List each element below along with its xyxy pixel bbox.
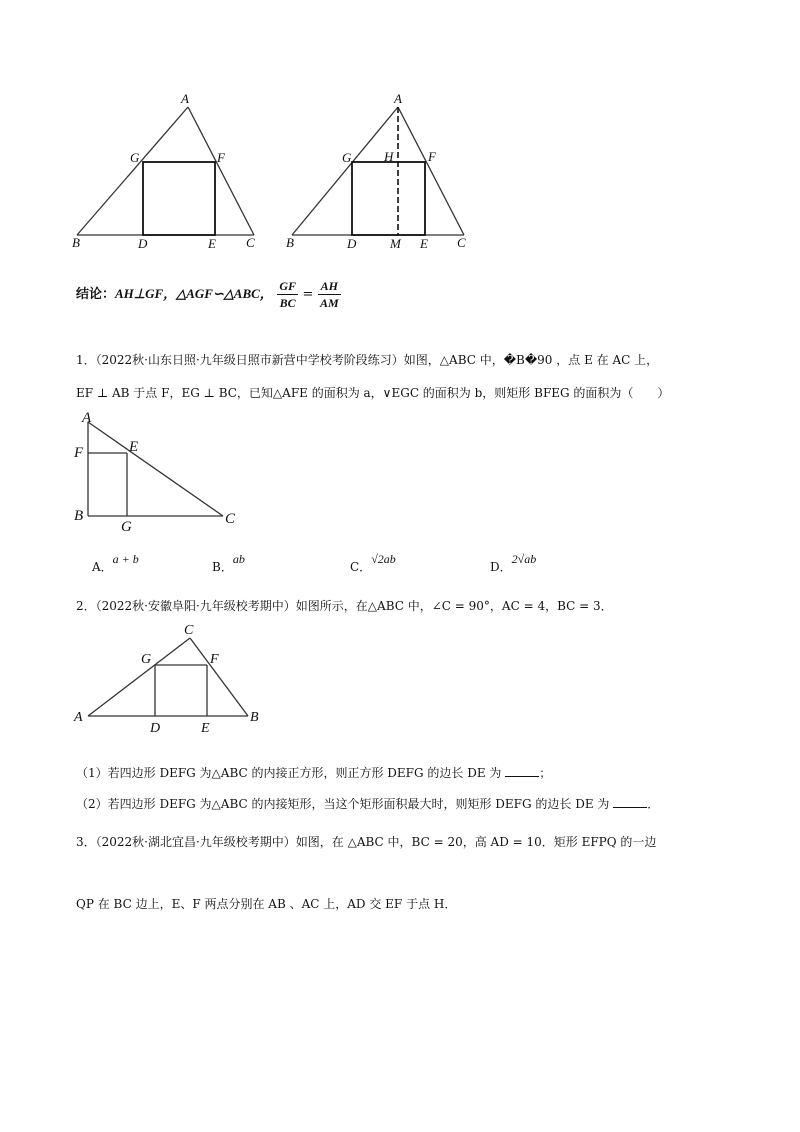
fraction-denominator: AM <box>319 296 339 310</box>
label-A: A <box>82 410 92 426</box>
answer-blank-1[interactable] <box>505 764 539 777</box>
question-1-line-1: 1．（2022秋·山东日照·九年级日照市新营中学校考阶段练习）如图，△ABC 中，�B�90 ，点 E 在 AC 上， <box>76 353 659 367</box>
label-E: E <box>208 236 216 250</box>
label-A: A <box>394 91 402 106</box>
label-F: F <box>217 150 225 165</box>
question-2-sub-2 <box>76 795 659 812</box>
option-value: √2ab <box>371 552 396 566</box>
question-2-figure <box>70 620 270 735</box>
option-value: a + b <box>112 552 139 566</box>
fraction-denominator: BC <box>279 296 296 310</box>
conclusion-statement: AH⊥GF，△AGF∽△ABC， <box>115 286 273 301</box>
label-C: C <box>225 511 236 527</box>
fraction-numerator: AH <box>318 278 341 295</box>
question-1-figure <box>70 408 250 533</box>
option-d[interactable] <box>490 552 537 575</box>
label-E: E <box>201 721 210 735</box>
label-G: G <box>141 652 152 667</box>
answer-blank-2[interactable] <box>613 795 647 808</box>
label-M: M <box>390 236 401 250</box>
figure-triangle-inscribed-rectangle <box>60 90 270 250</box>
option-value: ab <box>232 552 245 566</box>
option-c[interactable] <box>350 552 396 575</box>
question-1-line-2: EF ⊥ AB 于点 F，EG ⊥ BC，已知△AFE 的面积为 a，∨EGC 的面积为 b，则矩形 BFEG 的面积为（ ） <box>76 386 670 400</box>
option-letter: C． <box>350 560 372 574</box>
label-C: C <box>246 235 255 250</box>
option-letter: D． <box>490 560 512 574</box>
conclusion-prefix: 结论： <box>76 287 116 302</box>
label-G: G <box>121 519 132 533</box>
question-3-line-2: QP 在 BC 边上，E、F 两点分别在 AB 、AC 上，AD 交 EF 于点 H． <box>76 897 457 911</box>
conclusion-line <box>76 278 341 311</box>
label-C: C <box>457 235 466 250</box>
fraction-numerator: GF <box>279 279 297 293</box>
question-2-line-1: 2．（2022秋·安徽阜阳·九年级校考期中）如图所示，在△ABC 中，∠C = 90°，AC = 4，BC = 3． <box>76 599 613 613</box>
label-H: H <box>384 149 394 164</box>
option-a[interactable] <box>92 552 139 575</box>
label-F: F <box>74 445 84 461</box>
question-2-sub-1 <box>76 764 551 781</box>
label-G: G <box>342 150 352 165</box>
label-F: F <box>210 652 219 667</box>
label-B: B <box>74 508 84 524</box>
sub-question-end: ． <box>647 797 660 811</box>
label-F: F <box>428 149 436 164</box>
label-C: C <box>184 623 194 638</box>
fraction-ah-am <box>318 278 341 311</box>
sub-question-text: （2）若四边形 DEFG 为△ABC 的内接矩形，当这个矩形面积最大时，则矩形 DEFG 的边长 DE 为 <box>76 797 610 811</box>
sub-question-end: ； <box>539 766 552 780</box>
label-B: B <box>72 235 80 250</box>
label-D: D <box>138 236 148 250</box>
fraction-gf-bc <box>277 278 298 311</box>
label-D: D <box>347 236 357 250</box>
label-A: A <box>181 91 189 106</box>
option-letter: A． <box>92 560 113 574</box>
option-letter: B． <box>212 560 233 574</box>
label-E: E <box>129 439 139 455</box>
label-D: D <box>150 721 161 735</box>
label-B: B <box>250 710 259 725</box>
equals-sign: = <box>302 287 314 302</box>
question-3-line-1: 3．（2022秋·湖北宜昌·九年级校考期中）如图，在 △ABC 中，BC = 20，高 AD = 10．矩形 EFPQ 的一边 <box>76 835 657 849</box>
figure-triangle-with-altitude <box>280 90 480 250</box>
sub-question-text: （1）若四边形 DEFG 为△ABC 的内接正方形，则正方形 DEFG 的边长 DE 为 <box>76 766 502 780</box>
label-G: G <box>130 150 140 165</box>
label-A: A <box>74 710 83 725</box>
option-b[interactable] <box>212 552 245 575</box>
label-B: B <box>286 235 294 250</box>
label-E: E <box>420 236 428 250</box>
option-value: 2√ab <box>511 552 537 566</box>
